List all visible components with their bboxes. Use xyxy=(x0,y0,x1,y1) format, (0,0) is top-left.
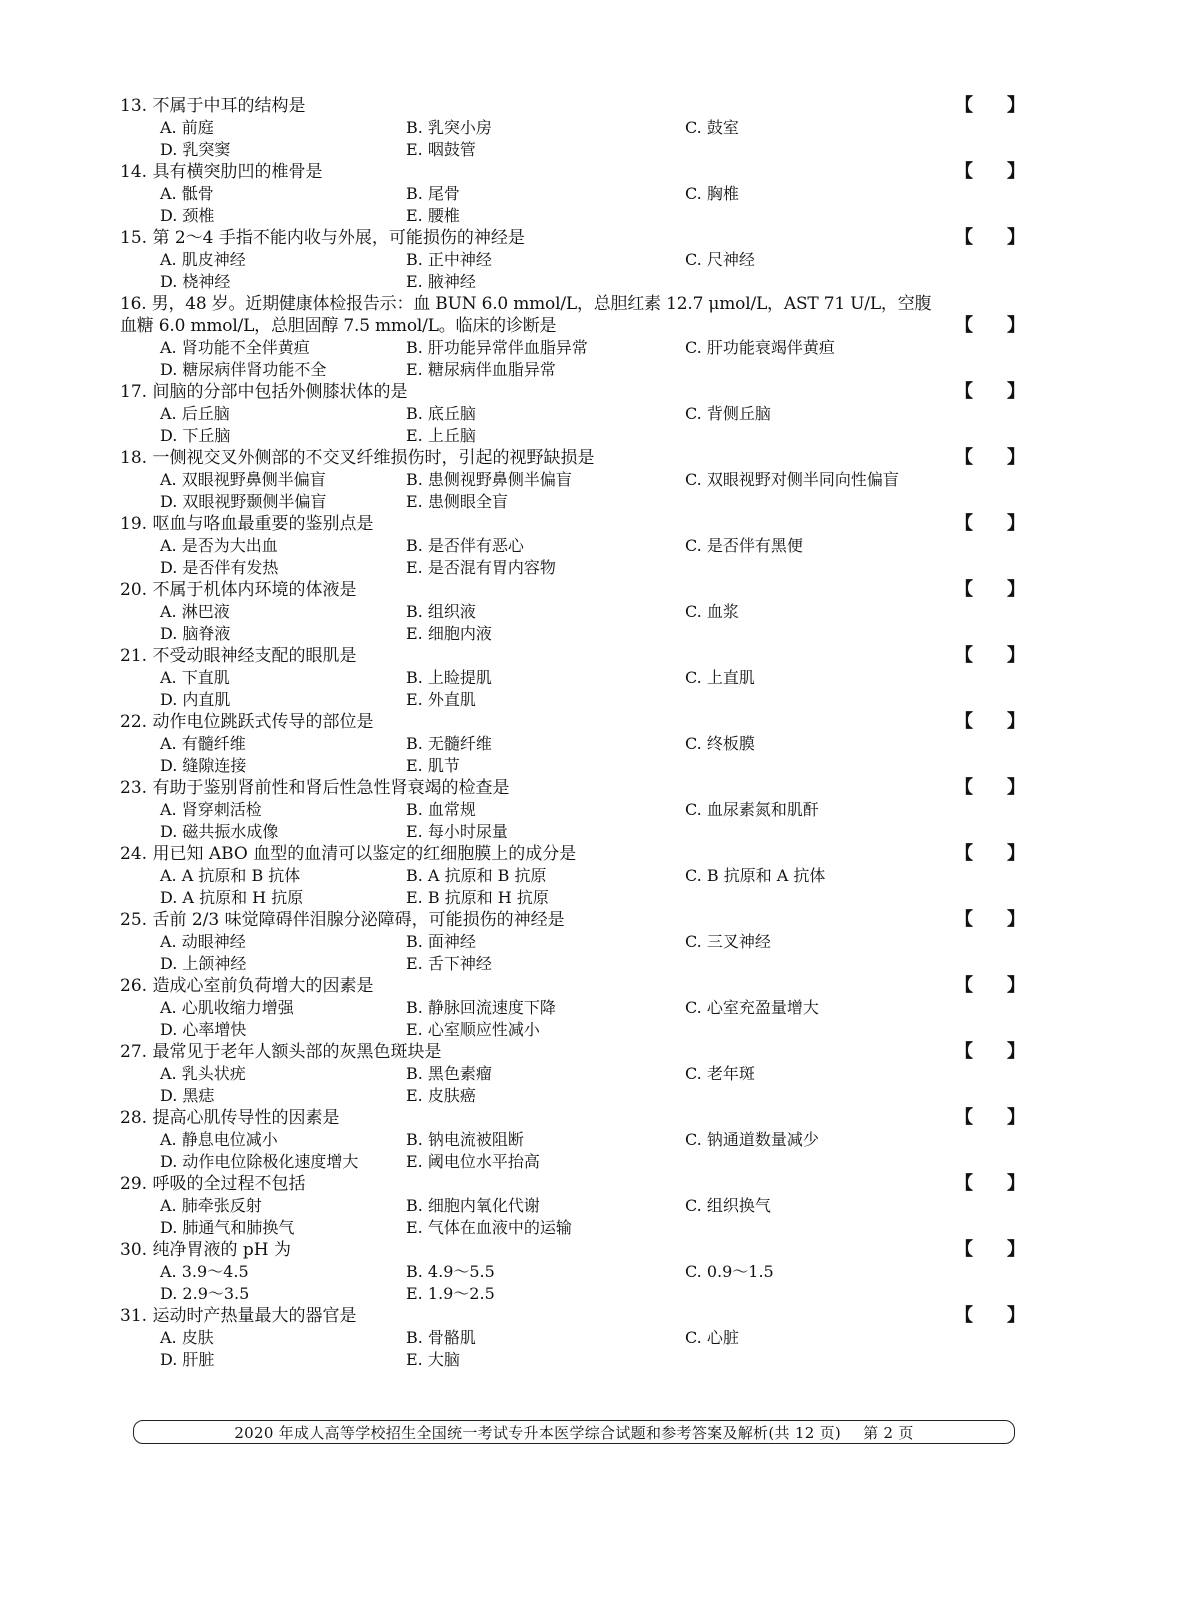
option-e: E. 阈电位水平抬高 xyxy=(406,1152,540,1171)
option-d: D. A 抗原和 H 抗原 xyxy=(160,888,304,907)
bracket-open: 【 xyxy=(955,1107,973,1128)
option-row xyxy=(120,865,1025,887)
option-e: E. 外直肌 xyxy=(406,690,476,709)
option-row xyxy=(120,403,1025,425)
option-row xyxy=(120,1063,1025,1085)
option-d: D. 动作电位除极化速度增大 xyxy=(160,1152,359,1171)
option-a: A. 双眼视野鼻侧半偏盲 xyxy=(160,470,326,489)
option-row xyxy=(120,1151,1025,1173)
option-d: D. 下丘脑 xyxy=(160,426,231,445)
option-c: C. 上直肌 xyxy=(685,668,755,687)
option-a: A. 肺牵张反射 xyxy=(160,1196,262,1215)
option-a: A. 是否为大出血 xyxy=(160,536,278,555)
option-c: C. 心室充盈量增大 xyxy=(685,998,819,1017)
question-stem: 16. 男，48 岁。近期健康体检报告示：血 BUN 6.0 mmol/L，总胆红素 12.7 μmol/L，AST 71 U/L，空腹血糖 6.0 mmol/L，总胆固醇 7.5 mmol/L。临床的诊断是 xyxy=(120,294,932,336)
option-c: C. B 抗原和 A 抗体 xyxy=(685,866,826,885)
option-row xyxy=(120,1085,1025,1107)
option-a: A. 肾穿刺活检 xyxy=(160,800,262,819)
option-a: A. 皮肤 xyxy=(160,1328,214,1347)
option-b: B. 骨骼肌 xyxy=(406,1328,476,1347)
answer-bracket[interactable] xyxy=(955,1041,1025,1063)
option-e: E. 皮肤癌 xyxy=(406,1086,476,1105)
question-item xyxy=(120,777,1025,843)
question-item xyxy=(120,645,1025,711)
bracket-close: 】 xyxy=(1007,579,1025,600)
bracket-open: 【 xyxy=(955,645,973,666)
option-b: B. A 抗原和 B 抗原 xyxy=(406,866,547,885)
option-b: B. 是否伴有恶心 xyxy=(406,536,524,555)
option-row xyxy=(120,491,1025,513)
option-e: E. 腋神经 xyxy=(406,272,476,291)
option-b: B. 上睑提肌 xyxy=(406,668,492,687)
option-e: E. 患侧眼全盲 xyxy=(406,492,508,511)
question-item xyxy=(120,1173,1025,1239)
option-row xyxy=(120,953,1025,975)
bracket-open: 【 xyxy=(955,161,973,182)
option-a: A. 肾功能不全伴黄疸 xyxy=(160,338,310,357)
bracket-close: 】 xyxy=(1007,1305,1025,1326)
option-e: E. 咽鼓管 xyxy=(406,140,476,159)
answer-bracket[interactable] xyxy=(955,95,1025,117)
question-stem: 23. 有助于鉴别肾前性和肾后性急性肾衰竭的检查是 xyxy=(120,778,510,798)
bracket-close: 】 xyxy=(1007,711,1025,732)
bracket-close: 】 xyxy=(1007,843,1025,864)
option-c: C. 双眼视野对侧半同向性偏盲 xyxy=(685,470,899,489)
bracket-open: 【 xyxy=(955,579,973,600)
bracket-close: 】 xyxy=(1007,447,1025,468)
option-c: C. 三叉神经 xyxy=(685,932,771,951)
bracket-open: 【 xyxy=(955,381,973,402)
option-a: A. 3.9～4.5 xyxy=(160,1262,249,1281)
option-e: E. 心室顺应性减小 xyxy=(406,1020,540,1039)
answer-bracket[interactable] xyxy=(955,381,1025,403)
option-d: D. 磁共振水成像 xyxy=(160,822,279,841)
answer-bracket[interactable] xyxy=(955,1107,1025,1129)
option-e: E. 上丘脑 xyxy=(406,426,476,445)
option-row xyxy=(120,1019,1025,1041)
option-c: C. 是否伴有黑便 xyxy=(685,536,803,555)
option-b: B. 面神经 xyxy=(406,932,476,951)
answer-bracket[interactable] xyxy=(955,579,1025,601)
option-b: B. 血常规 xyxy=(406,800,476,819)
option-a: A. 有髓纤维 xyxy=(160,734,246,753)
option-row xyxy=(120,1349,1025,1371)
question-item xyxy=(120,711,1025,777)
question-item xyxy=(120,975,1025,1041)
question-item xyxy=(120,513,1025,579)
option-row xyxy=(120,425,1025,447)
bracket-close: 】 xyxy=(1007,381,1025,402)
question-stem: 13. 不属于中耳的结构是 xyxy=(120,96,306,116)
option-row xyxy=(120,557,1025,579)
answer-bracket[interactable] xyxy=(955,161,1025,183)
option-b: B. 尾骨 xyxy=(406,184,460,203)
bracket-close: 】 xyxy=(1007,95,1025,116)
option-row xyxy=(120,139,1025,161)
bracket-open: 【 xyxy=(955,1305,973,1326)
option-b: B. 细胞内氧化代谢 xyxy=(406,1196,540,1215)
option-row xyxy=(120,1195,1025,1217)
option-a: A. 动眼神经 xyxy=(160,932,246,951)
question-stem: 22. 动作电位跳跃式传导的部位是 xyxy=(120,712,374,732)
question-item xyxy=(120,161,1025,227)
option-b: B. 无髓纤维 xyxy=(406,734,492,753)
answer-bracket[interactable] xyxy=(955,909,1025,931)
option-row xyxy=(120,799,1025,821)
answer-bracket[interactable] xyxy=(955,1173,1025,1195)
question-item xyxy=(120,1239,1025,1305)
bracket-close: 】 xyxy=(1007,1107,1025,1128)
option-e: E. 气体在血液中的运输 xyxy=(406,1218,572,1237)
option-e: E. 细胞内液 xyxy=(406,624,492,643)
option-c: C. 终板膜 xyxy=(685,734,755,753)
bracket-close: 】 xyxy=(1007,777,1025,798)
question-item xyxy=(120,447,1025,513)
option-row xyxy=(120,733,1025,755)
bracket-close: 】 xyxy=(1007,1173,1025,1194)
option-d: D. 内直肌 xyxy=(160,690,231,709)
question-stem: 30. 纯净胃液的 pH 为 xyxy=(120,1240,291,1260)
bracket-open: 【 xyxy=(955,975,973,996)
question-item xyxy=(120,843,1025,909)
option-d: D. 黑痣 xyxy=(160,1086,215,1105)
option-a: A. 淋巴液 xyxy=(160,602,230,621)
bracket-close: 】 xyxy=(1007,975,1025,996)
question-stem: 27. 最常见于老年人额头部的灰黑色斑块是 xyxy=(120,1042,442,1062)
option-row xyxy=(120,1283,1025,1305)
question-stem: 25. 舌前 2/3 味觉障碍伴泪腺分泌障碍，可能损伤的神经是 xyxy=(120,910,565,930)
option-row xyxy=(120,887,1025,909)
option-c: C. 老年斑 xyxy=(685,1064,755,1083)
question-stem: 19. 呕血与咯血最重要的鉴别点是 xyxy=(120,514,374,534)
question-stem: 17. 间脑的分部中包括外侧膝状体的是 xyxy=(120,382,408,402)
option-c: C. 肝功能衰竭伴黄疸 xyxy=(685,338,835,357)
option-d: D. 桡神经 xyxy=(160,272,231,291)
bracket-close: 】 xyxy=(1007,909,1025,930)
option-a: A. 心肌收缩力增强 xyxy=(160,998,294,1017)
option-c: C. 背侧丘脑 xyxy=(685,404,771,423)
option-a: A. 乳头状疣 xyxy=(160,1064,246,1083)
question-item xyxy=(120,1107,1025,1173)
option-row xyxy=(120,1129,1025,1151)
bracket-open: 【 xyxy=(955,1173,973,1194)
question-stem: 24. 用已知 ABO 血型的血清可以鉴定的红细胞膜上的成分是 xyxy=(120,844,577,864)
option-row xyxy=(120,755,1025,777)
option-row xyxy=(120,249,1025,271)
option-c: C. 尺神经 xyxy=(685,250,755,269)
answer-bracket[interactable] xyxy=(955,975,1025,997)
option-e: E. 糖尿病伴血脂异常 xyxy=(406,360,556,379)
option-d: D. 脑脊液 xyxy=(160,624,231,643)
option-d: D. 颈椎 xyxy=(160,206,215,225)
option-e: E. B 抗原和 H 抗原 xyxy=(406,888,549,907)
question-stem: 31. 运动时产热量最大的器官是 xyxy=(120,1306,357,1326)
question-item xyxy=(120,1041,1025,1107)
bracket-open: 【 xyxy=(955,1239,973,1260)
option-a: A. 后丘脑 xyxy=(160,404,230,423)
bracket-open: 【 xyxy=(955,95,973,116)
answer-bracket[interactable] xyxy=(955,645,1025,667)
option-row xyxy=(120,689,1025,711)
answer-bracket[interactable] xyxy=(955,315,1025,337)
bracket-close: 】 xyxy=(1007,227,1025,248)
option-c: C. 胸椎 xyxy=(685,184,739,203)
question-stem: 28. 提高心肌传导性的因素是 xyxy=(120,1108,340,1128)
option-c: C. 组织换气 xyxy=(685,1196,771,1215)
option-b: B. 乳突小房 xyxy=(406,118,492,137)
answer-bracket[interactable] xyxy=(955,1305,1025,1327)
option-c: C. 0.9～1.5 xyxy=(685,1262,774,1281)
option-d: D. 糖尿病伴肾功能不全 xyxy=(160,360,327,379)
option-a: A. 骶骨 xyxy=(160,184,214,203)
option-d: D. 2.9～3.5 xyxy=(160,1284,250,1303)
option-d: D. 双眼视野颞侧半偏盲 xyxy=(160,492,327,511)
option-a: A. 前庭 xyxy=(160,118,214,137)
option-row xyxy=(120,601,1025,623)
option-row xyxy=(120,271,1025,293)
bracket-open: 【 xyxy=(955,315,973,336)
answer-bracket[interactable] xyxy=(955,513,1025,535)
option-b: B. 底丘脑 xyxy=(406,404,476,423)
option-e: E. 大脑 xyxy=(406,1350,460,1369)
answer-bracket[interactable] xyxy=(955,843,1025,865)
question-item xyxy=(120,95,1025,161)
option-b: B. 组织液 xyxy=(406,602,476,621)
question-stem: 18. 一侧视交叉外侧部的不交叉纤维损伤时，引起的视野缺损是 xyxy=(120,448,595,468)
answer-bracket[interactable] xyxy=(955,1239,1025,1261)
option-e: E. 1.9～2.5 xyxy=(406,1284,495,1303)
option-b: B. 静脉回流速度下降 xyxy=(406,998,556,1017)
option-row xyxy=(120,359,1025,381)
option-row xyxy=(120,623,1025,645)
option-b: B. 正中神经 xyxy=(406,250,492,269)
option-b: B. 钠电流被阻断 xyxy=(406,1130,524,1149)
option-row xyxy=(120,117,1025,139)
option-c: C. 鼓室 xyxy=(685,118,739,137)
option-e: E. 肌节 xyxy=(406,756,460,775)
bracket-close: 】 xyxy=(1007,645,1025,666)
bracket-close: 】 xyxy=(1007,1041,1025,1062)
option-row xyxy=(120,1327,1025,1349)
page-footer xyxy=(133,1420,1015,1444)
option-row xyxy=(120,667,1025,689)
bracket-open: 【 xyxy=(955,513,973,534)
bracket-open: 【 xyxy=(955,1041,973,1062)
option-d: D. 是否伴有发热 xyxy=(160,558,279,577)
option-e: E. 是否混有胃内容物 xyxy=(406,558,556,577)
answer-bracket[interactable] xyxy=(955,227,1025,249)
option-row xyxy=(120,1217,1025,1239)
option-row xyxy=(120,821,1025,843)
option-b: B. 黑色素瘤 xyxy=(406,1064,492,1083)
answer-bracket[interactable] xyxy=(955,711,1025,733)
question-stem: 20. 不属于机体内环境的体液是 xyxy=(120,580,357,600)
option-c: C. 血尿素氮和肌酐 xyxy=(685,800,819,819)
option-d: D. 肺通气和肺换气 xyxy=(160,1218,295,1237)
option-row xyxy=(120,535,1025,557)
bracket-open: 【 xyxy=(955,843,973,864)
footer-title: 2020 年成人高等学校招生全国统一考试专升本医学综合试题和参考答案及解析(共 12 页) xyxy=(234,1423,842,1442)
bracket-close: 】 xyxy=(1007,161,1025,182)
bracket-open: 【 xyxy=(955,909,973,930)
option-c: C. 血浆 xyxy=(685,602,739,621)
option-e: E. 舌下神经 xyxy=(406,954,492,973)
option-row xyxy=(120,997,1025,1019)
question-item xyxy=(120,381,1025,447)
option-row xyxy=(120,469,1025,491)
page-number: 第 2 页 xyxy=(863,1423,914,1442)
option-d: D. 心率增快 xyxy=(160,1020,247,1039)
option-a: A. A 抗原和 B 抗体 xyxy=(160,866,301,885)
option-row xyxy=(120,183,1025,205)
option-a: A. 静息电位减小 xyxy=(160,1130,278,1149)
option-row xyxy=(120,205,1025,227)
option-c: C. 钠通道数量减少 xyxy=(685,1130,819,1149)
option-d: D. 乳突窦 xyxy=(160,140,231,159)
bracket-close: 】 xyxy=(1007,1239,1025,1260)
answer-bracket[interactable] xyxy=(955,447,1025,469)
question-item xyxy=(120,293,1025,381)
bracket-close: 】 xyxy=(1007,315,1025,336)
option-row xyxy=(120,931,1025,953)
answer-bracket[interactable] xyxy=(955,777,1025,799)
question-item xyxy=(120,909,1025,975)
option-d: D. 缝隙连接 xyxy=(160,756,247,775)
option-c: C. 心脏 xyxy=(685,1328,739,1347)
option-b: B. 患侧视野鼻侧半偏盲 xyxy=(406,470,572,489)
question-stem: 21. 不受动眼神经支配的眼肌是 xyxy=(120,646,357,666)
option-d: D. 肝脏 xyxy=(160,1350,215,1369)
bracket-open: 【 xyxy=(955,711,973,732)
option-a: A. 肌皮神经 xyxy=(160,250,246,269)
option-row xyxy=(120,1261,1025,1283)
option-row xyxy=(120,337,1025,359)
option-e: E. 每小时尿量 xyxy=(406,822,508,841)
option-e: E. 腰椎 xyxy=(406,206,460,225)
bracket-open: 【 xyxy=(955,227,973,248)
option-d: D. 上颌神经 xyxy=(160,954,247,973)
question-stem: 29. 呼吸的全过程不包括 xyxy=(120,1174,306,1194)
question-item xyxy=(120,227,1025,293)
question-stem: 15. 第 2～4 手指不能内收与外展，可能损伤的神经是 xyxy=(120,228,525,248)
option-b: B. 肝功能异常伴血脂异常 xyxy=(406,338,588,357)
option-b: B. 4.9～5.5 xyxy=(406,1262,495,1281)
question-list xyxy=(120,95,1025,1371)
option-a: A. 下直肌 xyxy=(160,668,230,687)
question-item xyxy=(120,579,1025,645)
bracket-close: 】 xyxy=(1007,513,1025,534)
question-stem: 26. 造成心室前负荷增大的因素是 xyxy=(120,976,374,996)
question-item xyxy=(120,1305,1025,1371)
bracket-open: 【 xyxy=(955,777,973,798)
question-stem: 14. 具有横突肋凹的椎骨是 xyxy=(120,162,323,182)
bracket-open: 【 xyxy=(955,447,973,468)
